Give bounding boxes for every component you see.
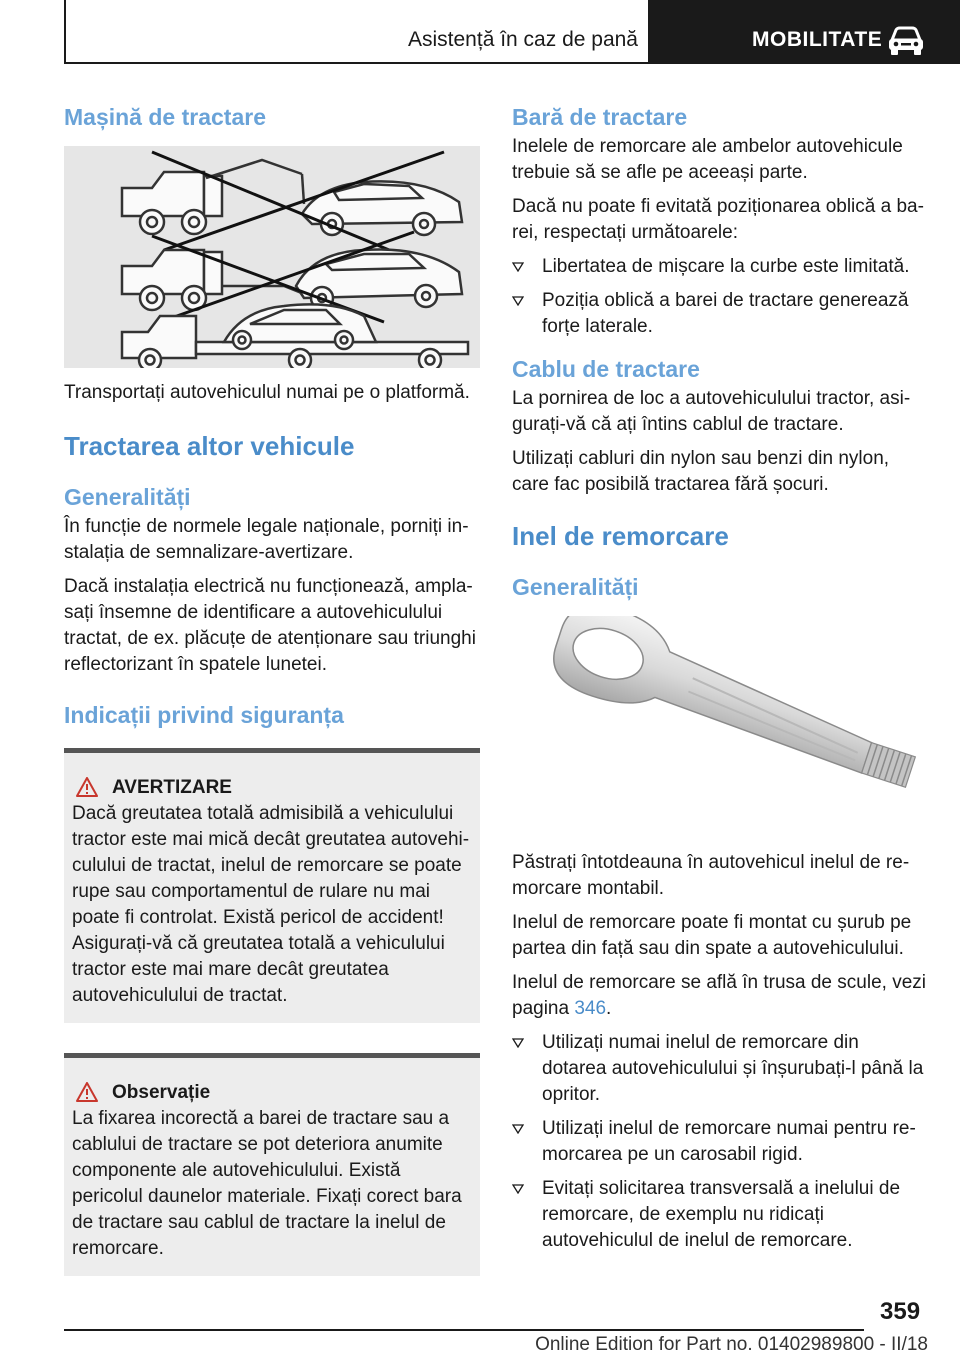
note-callout <box>64 1053 480 1276</box>
warning-title <box>64 775 480 801</box>
heading-towing-other: Tractarea altor vehicule <box>64 431 355 461</box>
heading-tow-bar: Bară de tractare <box>512 104 688 130</box>
page-number: 359 <box>880 1298 921 1325</box>
paragraph-toolkit: Inelul de remorcare se află în trusa de scule, vezi pagina 346. <box>512 972 926 1019</box>
header-rule-vertical <box>64 0 66 64</box>
warning-paragraph-1: Dacă greutatea totală admisibilă a vehiculului tractor este mai mică decât greutatea autovehiculului de tractat, inelul de remorcare se poate rupe sau comportamentul de rulare nu mai poate fi controlat. Există pericol de accident! <box>72 803 470 928</box>
heading-safety: Indicații privind siguranța <box>64 702 344 728</box>
list-towing-eye <box>512 1030 928 1254</box>
bullet-triangle-icon <box>512 1184 524 1194</box>
paragraph-rope-nylon: Utilizați cabluri din nylon sau benzi din nylon, care fac posibilă tractarea fără șocuri. <box>512 448 890 495</box>
paragraph-same-side: Inelele de remorcare ale ambelor autovehicule trebuie să se afle pe aceeași parte. <box>512 136 903 183</box>
left-column <box>64 100 480 1276</box>
bullet-triangle-icon <box>512 296 524 306</box>
paragraph-keep-eye: Păstrați întotdeauna în autovehicul inelul de remorcare montabil. <box>512 852 910 899</box>
paragraph-electrical: Dacă instalația electrică nu funcționează, amplasați însemne de identificare a autovehiculului tractat, de ex. plăcuțe de atenționare sau triunghi reflectorizant în spatele lunetei. <box>64 576 476 675</box>
car-icon <box>886 24 926 58</box>
footer-edition: Online Edition for Part no. 01402989800 - II/18 <box>535 1334 928 1355</box>
warning-title-text: AVERTIZARE <box>112 777 232 798</box>
warning-callout <box>64 748 480 1023</box>
note-paragraph-1: La fixarea incorectă a barei de tractare sau a cablului de tractare se pot deteriora anumite componente ale autovehiculului. Există pericolul daunelor materiale. Fixați corect bara de tractare sau cablul de tractare la inelul de remorcare. <box>72 1108 462 1259</box>
tow-truck-illustration <box>64 146 480 368</box>
caution-triangle-icon <box>76 1082 98 1102</box>
note-title <box>64 1080 480 1106</box>
list-item: Evitați solicitarea transversală a inelului de remorcare, de exemplu nu ridicați autovehiculul de inelul de remorcare. <box>512 1176 928 1254</box>
header-chapter-label: MOBILITATE <box>752 28 883 51</box>
heading-towing-eye: Inel de remorcare <box>512 521 729 551</box>
heading-general-right: Generalități <box>512 574 639 600</box>
heading-tow-rope: Cablu de tractare <box>512 356 700 382</box>
heading-tow-truck: Mașină de tractare <box>64 104 266 130</box>
bullet-triangle-icon <box>512 1038 524 1048</box>
bullet-triangle-icon <box>512 262 524 272</box>
list-item: Utilizați numai inelul de remorcare din dotarea autovehiculului și înșurubați-l până la opritor. <box>512 1030 928 1108</box>
header-rule-horizontal <box>64 62 648 64</box>
page-header <box>0 0 960 66</box>
header-chapter-tab <box>648 0 960 64</box>
paragraph-oblique: Dacă nu poate fi evitată poziționarea oblică a barei, respectați următoarele: <box>512 196 924 243</box>
bullet-triangle-icon <box>512 1124 524 1134</box>
header-section-title: Asistență în caz de pană <box>408 28 638 51</box>
warning-paragraph-2: Asigurați-vă că greutatea totală a vehiculului tractor este mai mare decât greutatea autovehiculului de tractat. <box>72 933 445 1006</box>
right-column <box>512 100 928 1254</box>
caption-platform: Transportați autovehiculul numai pe o platformă. <box>64 382 470 403</box>
footer-rule <box>64 1329 864 1331</box>
list-tow-bar <box>512 254 928 340</box>
list-item: Poziția oblică a barei de tractare generează forțe laterale. <box>512 288 928 340</box>
paragraph-rope-start: La pornirea de loc a autovehiculului tractor, asigurați-vă că ați întins cablul de tractare. <box>512 388 911 435</box>
paragraph-mount-eye: Inelul de remorcare poate fi montat cu șurub pe partea din față sau din spate a autovehiculului. <box>512 912 912 959</box>
heading-general-left: Generalități <box>64 484 191 510</box>
list-item: Utilizați inelul de remorcare numai pentru remorcarea pe un carosabil rigid. <box>512 1116 928 1168</box>
page-reference-link[interactable]: 346 <box>574 998 607 1019</box>
list-item: Libertatea de mișcare la curbe este limitată. <box>512 254 928 280</box>
towing-eye-image <box>512 616 928 838</box>
warning-triangle-icon <box>76 777 98 797</box>
paragraph-hazard-lights: În funcție de normele legale naționale, porniți instalația de semnalizare-avertizare. <box>64 516 469 563</box>
note-title-text: Observație <box>112 1082 211 1103</box>
